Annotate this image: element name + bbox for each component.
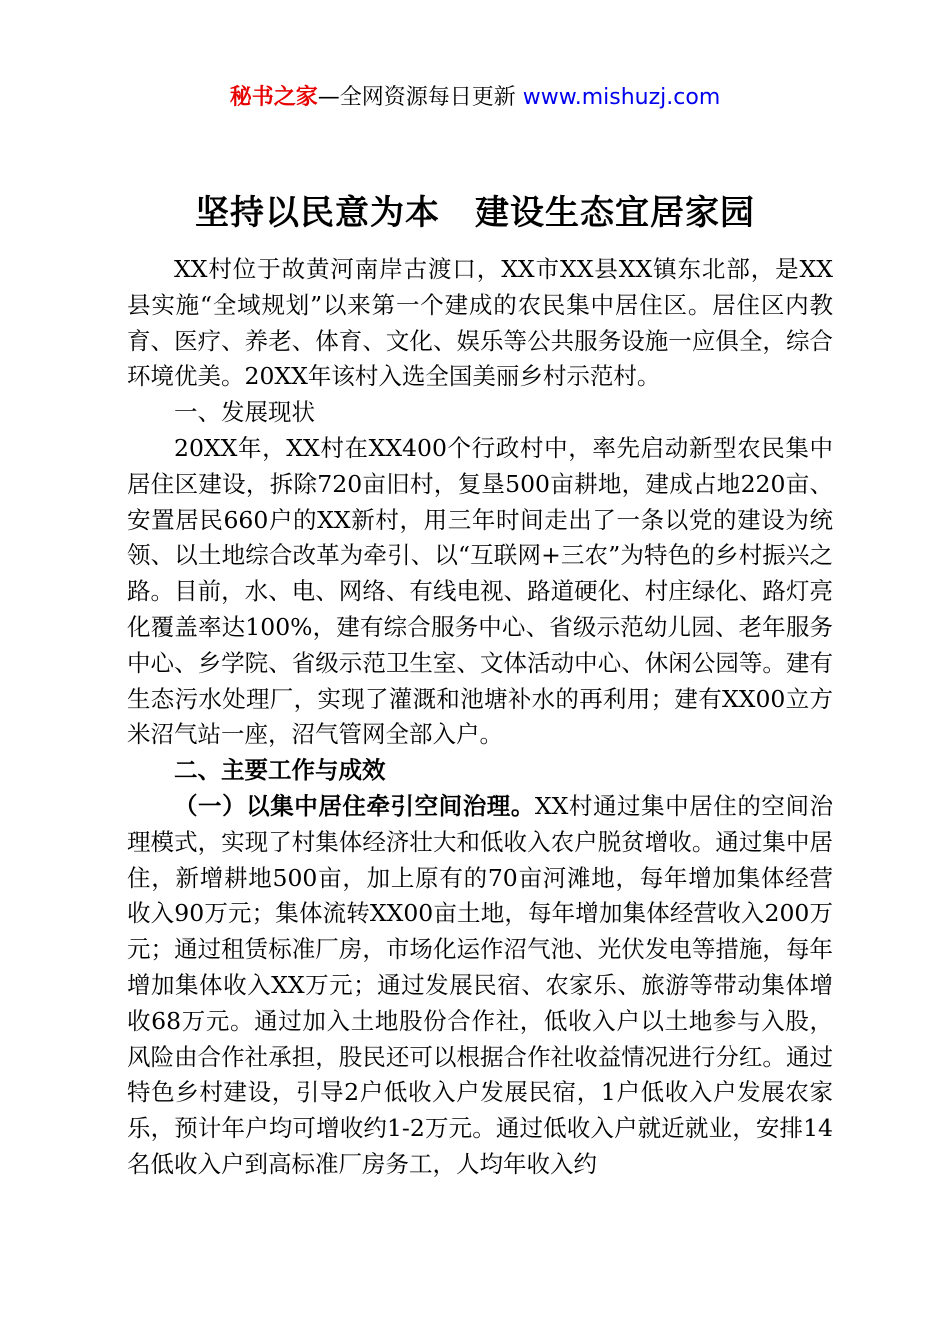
site-brand: 秘书之家	[229, 85, 318, 110]
document-body	[127, 252, 833, 1183]
paragraph-work-1-text: XX村通过集中居住的空间治理模式，实现了村集体经济壮大和低收入农户脱贫增收。通过集中居住，新增耕地500亩，加上原有的70亩河滩地，每年增加集体经营收入90万元；集体流转XX00亩土地，每年增加集体经营收入200万元；通过租赁标准厂房，市场化运作沼气池、光伏发电等措施，每年增加集体收入XX万元；通过发展民宿、农家乐、旅游等带动集体增收68万元。通过加入土地股份合作社，低收入户以土地参与入股，风险由合作社承担，股民还可以根据合作社收益情况进行分红。通过特色乡村建设，引导2户低收入户发展民宿，1户低收入户发展农家乐，预计年户均可增收约1-2万元。通过低收入户就近就业，安排14名低收入户到高标准厂房务工，人均年收入约	[127, 791, 833, 1178]
site-tagline: —全网资源每日更新	[317, 85, 523, 110]
site-header	[0, 80, 950, 111]
paragraph-status: 20XX年，XX村在XX400个行政村中，率先启动新型农民集中居住区建设，拆除720亩旧村，复垦500亩耕地，建成占地220亩、安置居民660户的XX新村，用三年时间走出了一条以党的建设为统领、以土地综合改革为牵引、以“互联网+三农”为特色的乡村振兴之路。目前，水、电、网络、有线电视、路道硬化、村庄绿化、路灯亮化覆盖率达100%，建有综合服务中心、省级示范幼儿园、老年服务中心、乡学院、省级示范卫生室、文体活动中心、休闲公园等。建有生态污水处理厂，实现了灌溉和池塘补水的再利用；建有XX00立方米沼气站一座，沼气管网全部入户。	[127, 433, 833, 749]
paragraph-intro: XX村位于故黄河南岸古渡口，XX市XX县XX镇东北部，是XX县实施“全域规划”以来第一个建成的农民集中居住区。居住区内教育、医疗、养老、体育、文化、娱乐等公共服务设施一应俱全，综合环境优美。20XX年该村入选全国美丽乡村示范村。	[127, 255, 833, 391]
document-title: 坚持以民意为本 建设生态宜居家园	[195, 193, 755, 233]
subsection-lead: （一）以集中居住牵引空间治理。	[174, 791, 535, 820]
paragraph-work-1	[127, 789, 833, 1183]
site-url-link[interactable]: www.mishuzj.com	[522, 85, 721, 110]
section-heading-2: 二、主要工作与成效	[174, 756, 386, 785]
section-heading-1: 一、发展现状	[174, 398, 315, 427]
